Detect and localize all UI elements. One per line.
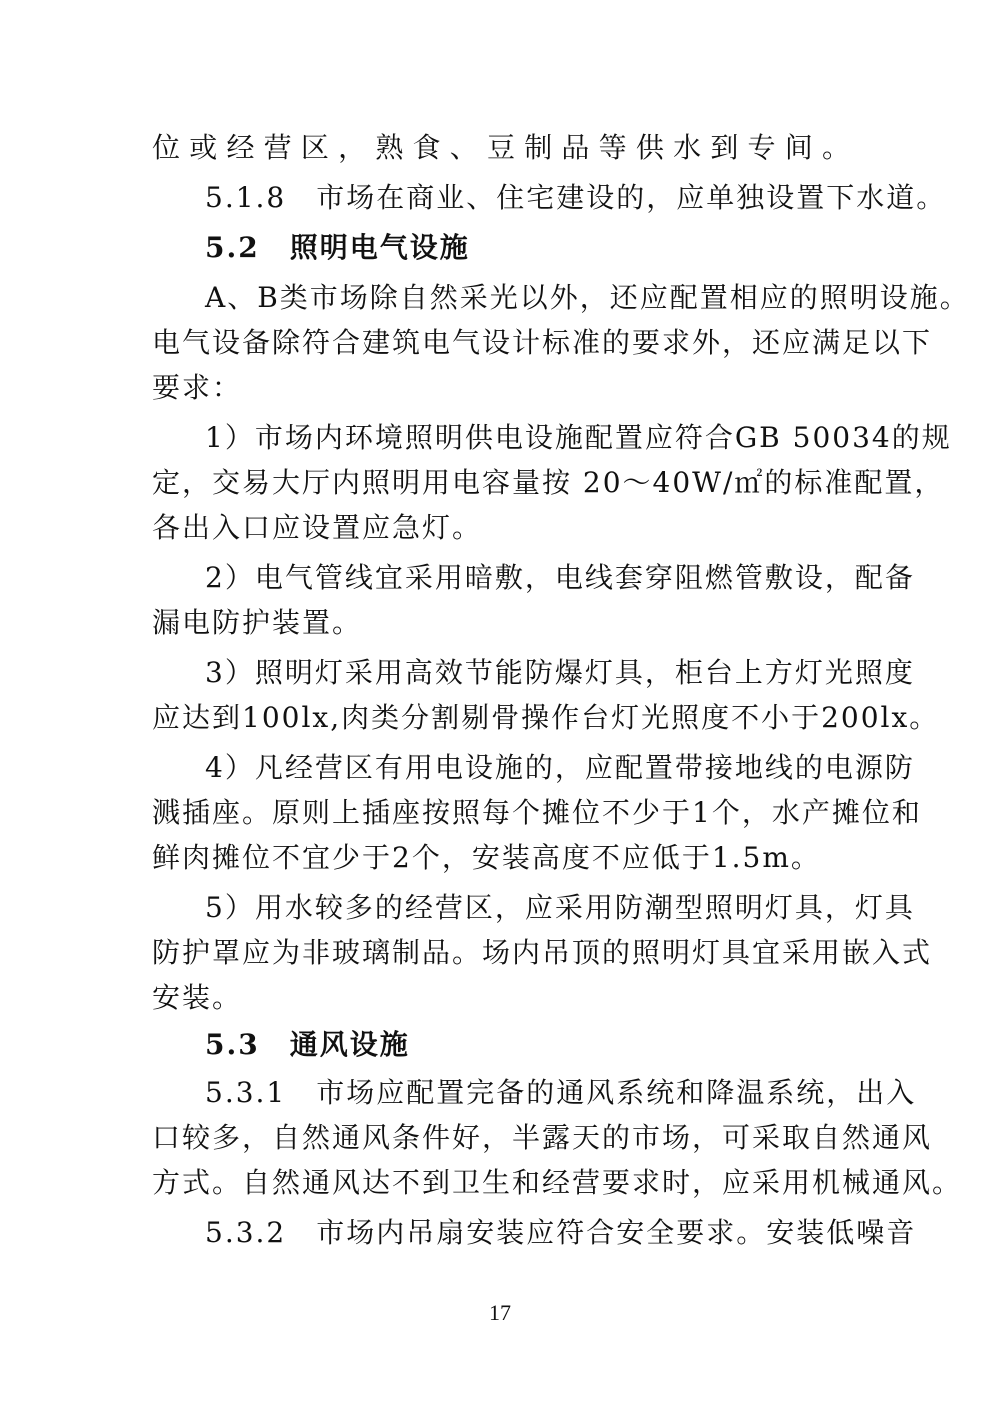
text-line: 位或经营区，熟食、豆制品等供水到专间。 bbox=[152, 131, 852, 164]
list-item-1: 1）市场内环境照明供电设施配置应符合GB 50034的规 bbox=[205, 421, 952, 454]
text-line: 要求： bbox=[152, 371, 243, 404]
text-line: 溅插座。原则上插座按照每个摊位不少于1个，水产摊位和 bbox=[152, 796, 922, 829]
text-line: 电气设备除符合建筑电气设计标准的要求外，还应满足以下 bbox=[152, 326, 933, 359]
list-item-5: 5）用水较多的经营区，应采用防潮型照明灯具，灯具 bbox=[205, 891, 915, 924]
text-line: 漏电防护装置。 bbox=[152, 606, 363, 639]
section-heading-5-3: 5.3 通风设施 bbox=[205, 1028, 410, 1061]
text-line: 应达到100lx,肉类分割剔骨操作台灯光照度不小于200lx。 bbox=[152, 701, 940, 734]
text-line: A、B类市场除自然采光以外，还应配置相应的照明设施。 bbox=[205, 281, 970, 314]
section-heading-5-2: 5.2 照明电气设施 bbox=[205, 231, 470, 264]
list-item-3: 3）照明灯采用高效节能防爆灯具，柜台上方灯光照度 bbox=[205, 656, 915, 689]
text-line: 口较多，自然通风条件好，半露天的市场，可采取自然通风 bbox=[152, 1121, 933, 1154]
clause-5-3-1: 5.3.1 市场应配置完备的通风系统和降温系统，出入 bbox=[205, 1076, 917, 1109]
clause-5-3-2: 5.3.2 市场内吊扇安装应符合安全要求。安装低噪音 bbox=[205, 1216, 917, 1249]
text-line: 方式。自然通风达不到卫生和经营要求时，应采用机械通风。 bbox=[152, 1166, 963, 1199]
text-line: 定，交易大厅内照明用电容量按 20～40W/㎡的标准配置， bbox=[152, 466, 945, 499]
page-number: 17 bbox=[489, 1300, 511, 1325]
text-line: 防护罩应为非玻璃制品。场内吊顶的照明灯具宜采用嵌入式 bbox=[152, 936, 933, 969]
list-item-2: 2）电气管线宜采用暗敷，电线套穿阻燃管敷设，配备 bbox=[205, 561, 915, 594]
text-line: 鲜肉摊位不宜少于2个，安装高度不应低于1.5m。 bbox=[152, 841, 821, 874]
text-line: 各出入口应设置应急灯。 bbox=[152, 511, 483, 544]
text-line: 安装。 bbox=[152, 981, 243, 1014]
list-item-4: 4）凡经营区有用电设施的，应配置带接地线的电源防 bbox=[205, 751, 915, 784]
clause-5-1-8: 5.1.8 市场在商业、住宅建设的，应单独设置下水道。 bbox=[205, 181, 947, 214]
